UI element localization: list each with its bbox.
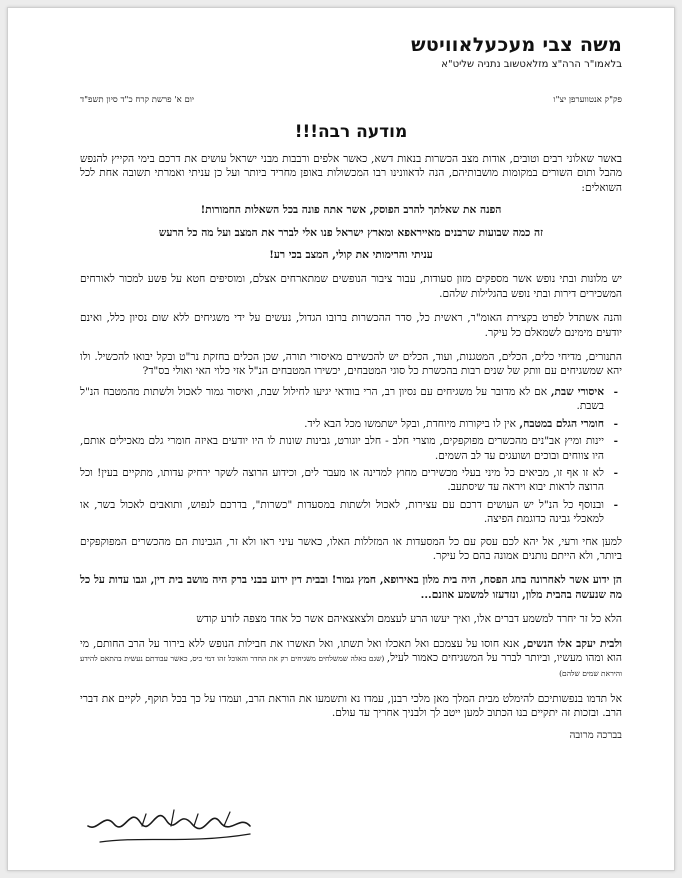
location-line: פק"ק אנטווערפן יצ"ו [553,95,622,105]
author-subtitle: בלאמו"ר הרה"צ מזלאטשוב נתניה שליט"א [441,59,622,70]
date-line: יום א' פרשת קרח כ"ד סיון תשפ"ד [80,95,195,105]
list-item: - חומרי הגלם במטבח, אין לו ביקורות מיוחדת, ובקל ישתמשו מכל הבא ליד. [80,417,604,431]
handwritten-signature [80,796,260,856]
list-item: - יינות ומיץ אב"נים מהכשרים מפוקפקים, מוצרי חלב - חלב יוגורט, גבינות שונות לו היו יודעים באיזה חומרי גלם מאכילים אותם, היו צווחים ובוכים ושועגים עד לב השמים. [80,434,604,463]
page-title: מודעה רבה!!! [294,122,408,142]
list-item: - לא זו אף זו, מביאים כל מיני בעלי מכשירים מחוץ למדינה או מעבר לים, וכידוע הרוצה לשקר ירחיק עדותו, מתקיים בעין! וכל הרוצה לראות יבוא ויראה עד שיסתעב. [80,466,604,495]
paragraph-women: ולבית יעקב אלו הנשים, אנא חוסו על עצמכם ואל תאכלו ואל תשתו, ואל תאשרו את חבילות הנופש ללא בירור על הרב החותם, מי הוא ומהו מעשיו, וביותר לברר על המשגיחים כאמור לעיל, (שגם כאלה שמשלחים משגיחים רק את החדר והאוכל זהו דמי כיס, כאשר עבודתם נעשית בהתאם להידע והיראת שמים שלהם) [80,637,622,679]
author-name: משה צבי מעכעלאוויטש [411,34,622,56]
list-item: - ובנוסף כל הנ"ל יש העושים דרכם עם עצירות, לאכול ולשתות במסעדות "כשרות", בדרכם לנפוש, ותואבים לאכול בשר, או למאכלי גבינה כדוגמת הפיצה. [80,498,604,527]
document-page [7,7,675,871]
list-item: - איסורי שבת, אם לא מדובר על משגיחים עם נסיון רב, הרי בוודאי יגיעו לחילול שבת, ואיסור גמור לאכול ולשתות מהמטבח הנ"ל בשבת. [80,385,604,414]
paragraph-pesach: הן ידוע אשר לאחרונה בחג הפסח, היה בית מלון באירופא, חמץ גמור! ובבית דין ידוע בבני ברק היה מושב בית דין, וגבו עדות על כל מה שנעשה בהבית מלון, ונזדעזו למשמע אוזנם... [80,574,622,601]
paragraph-utensils: התנורים, מדיחי כלים, הכלים, המטגנות, ועוד, הכלים יש להכשירם מאיסורי תורה, שכן הכלים בחזקת נר"ט ובקל יבואו להכשיל. ולו יהא שמשגיחים עם וותק של שנים רבות בהכשרת כל סוגי המטבחים, יכשירו המטבחים הנ"ל אזי כלוי האי ואולי בס"ד? [80,351,622,378]
paragraph-warning: הלא כל זר יחרד למשמע דברים אלו, ואיך יעשו הרע לעצמם ולצאצאיהם אשר כל אחד מצפה לזרע קודש [196,613,622,626]
header-row [80,94,622,106]
document-content [80,34,622,742]
paragraph-situation: עניתי והרימותי את קולי, המצב בכי רע! [269,249,433,262]
paragraph-restaurants: למען אחי ורעי, אל יהא לכם עסק עם כל המסעדות או המזללות האלו, כאשר עיני ראו ולא זר, הגבינות הם מהכשרים המפוקפקים ביותר, ולא הייתם נותנים אמונה בהם כל עיקר. [80,535,622,562]
closing-blessing: בברכה מרובה [569,729,622,741]
issues-list [80,385,622,527]
paragraph-supervisors: והנה אשתדל לפרט בקצירת האומ"ר, ראשית כל, סדר ההכשרות ברובו הגדול, נעשים על ידי משגיחים ללא שום נסיון כלל, ואינם יודעים מימינם לשמאלם כל עיקר. [80,312,622,339]
paragraph-conclusion: אל תדמו בנפשותיכם להימלט מבית המלך מאן מלכי רבנן, עמדו נא ותשמעו את הוראת הרב, ועמדו על כך בכל תוקף, לקיים את דברי הרב. ובזכות זה יתקיים בנו הכתוב למען ייטב לך ולבניך אחריך עד עולם. [80,692,622,720]
paragraph-hotels: יש מלונות ובתי נופש אשר מספקים מזון סעודות, עבור ציבור הנופשים שמתארחים אצלם, ומוסיפים חטא על פשע למכור לאורחים המשכירים דירות ובתי נופש בהגלילות שלהם. [80,273,622,300]
paragraph-intro: באשר שאלוני רבים וטובים, אודות מצב הכשרות בנאות דשא, כאשר אלפים ורבבות מבני ישראל עושים את דרכם בימי הקייץ להנפש מהבל ותום השורים במקומות מושבותיהם, הנה לדאוונינו רבו המכשולות באופן מחריד ביותר ועל כן עניתי ואמרתי תשובה אחת לכל השואלים: [80,153,622,194]
paragraph-rabbis: זה כמה שבועות שרבנים מאייראפא ומארץ ישראל פנו אלי לברר את המצב ועל מה כל הרעש [158,226,544,239]
paragraph-ask-posek: הפנה את שאלתך להרב הפוסק, אשר אתה פונה בכל השאלות החמורות! [200,204,502,217]
